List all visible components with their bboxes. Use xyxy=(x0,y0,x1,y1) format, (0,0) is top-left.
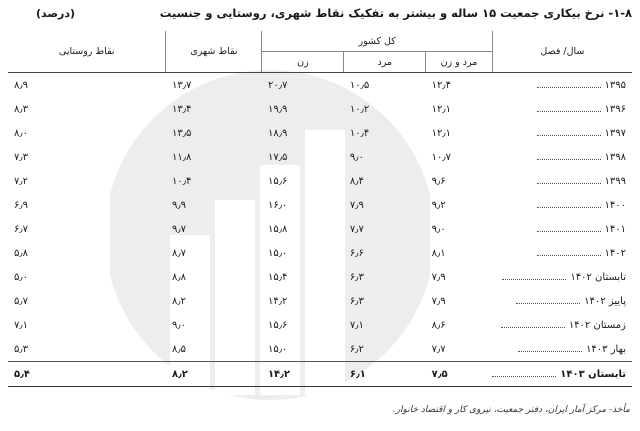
table-row xyxy=(8,145,632,169)
value-male: ۶٫۳ xyxy=(349,271,364,283)
value-urban: ۹٫۰ xyxy=(171,319,186,331)
period-label: ۱۳۹۶ xyxy=(604,104,626,115)
value-male: ۶٫۳ xyxy=(349,295,364,307)
period-label: تابستان ۱۴۰۳ xyxy=(560,369,626,380)
value-urban: ۸٫۸ xyxy=(171,271,186,283)
value-urban: ۱۳٫۴ xyxy=(171,103,192,115)
period-label: ۱۴۰۲ xyxy=(604,248,626,259)
header-urban: نقاط شهری xyxy=(166,31,262,73)
value-total: ۷٫۹ xyxy=(431,295,446,307)
leader-dots xyxy=(537,175,601,184)
period-cell xyxy=(492,193,632,217)
period-cell xyxy=(492,169,632,193)
period-label: ۱۴۰۱ xyxy=(604,224,626,235)
unit-label: (درصد) xyxy=(36,7,76,20)
value-female: ۲۰٫۷ xyxy=(267,79,288,91)
period-cell xyxy=(492,289,632,313)
value-rural: ۷٫۱ xyxy=(14,319,28,331)
value-male: ۱۰٫۴ xyxy=(349,127,370,139)
period-cell xyxy=(492,145,632,169)
leader-dots xyxy=(502,271,566,280)
value-rural: ۸٫۹ xyxy=(14,79,28,91)
period-label: تابستان ۱۴۰۲ xyxy=(570,272,626,283)
header-country: کل کشور xyxy=(262,31,492,52)
value-female: ۱۸٫۹ xyxy=(267,127,288,139)
table-row xyxy=(8,193,632,217)
header-male: مرد xyxy=(344,52,426,73)
value-male: ۱۰٫۲ xyxy=(349,103,370,115)
value-total: ۱۲٫۱ xyxy=(431,103,452,115)
leader-dots xyxy=(537,223,601,232)
period-label: ۱۳۹۷ xyxy=(604,128,626,139)
value-total: ۱۰٫۷ xyxy=(431,151,452,163)
value-urban: ۸٫۲ xyxy=(171,295,186,307)
period-cell xyxy=(492,241,632,265)
value-total: ۹٫۰ xyxy=(431,223,446,235)
table-row xyxy=(8,313,632,337)
period-label: بهار ۱۴۰۳ xyxy=(586,344,626,355)
period-label: پاییز ۱۴۰۲ xyxy=(584,296,626,307)
value-male: ۶٫۱ xyxy=(344,362,426,387)
value-male: ۷٫۷ xyxy=(349,223,364,235)
value-total: ۷٫۷ xyxy=(431,343,446,355)
value-rural: ۵٫۷ xyxy=(14,295,28,307)
value-rural: ۵٫۸ xyxy=(14,247,28,259)
header-female: زن xyxy=(262,52,344,73)
value-male: ۶٫۶ xyxy=(349,247,364,259)
period-cell xyxy=(492,313,632,337)
value-rural: ۶٫۷ xyxy=(14,223,28,235)
value-female: ۱۴٫۲ xyxy=(262,362,344,387)
period-cell xyxy=(492,73,632,98)
table-row xyxy=(8,362,632,387)
value-male: ۶٫۲ xyxy=(349,343,364,355)
leader-dots xyxy=(537,247,601,256)
value-total: ۸٫۱ xyxy=(431,247,446,259)
value-urban: ۱۳٫۷ xyxy=(171,79,192,91)
value-urban: ۱۰٫۴ xyxy=(171,175,192,187)
leader-dots xyxy=(501,319,565,328)
value-urban: ۸٫۷ xyxy=(171,247,186,259)
source-note: مأخذ- مرکز آمار ایران، دفتر جمعیت، نیروی کار و اقتصاد خانوار. xyxy=(392,405,630,415)
table-row xyxy=(8,73,632,98)
value-male: ۱۰٫۵ xyxy=(349,79,370,91)
value-female: ۱۵٫۶ xyxy=(267,175,288,187)
table-row xyxy=(8,241,632,265)
table-row xyxy=(8,337,632,362)
value-total: ۹٫۶ xyxy=(431,175,446,187)
value-urban: ۹٫۹ xyxy=(171,199,186,211)
value-rural: ۵٫۳ xyxy=(14,343,28,355)
value-urban: ۱۳٫۵ xyxy=(171,127,192,139)
table-title: ۱-۸- نرخ بیکاری جمعیت ۱۵ ساله و بیشتر به تفکیک نقاط شهری، روستایی و جنسیت xyxy=(159,6,632,20)
value-male: ۸٫۴ xyxy=(349,175,364,187)
value-male: ۷٫۱ xyxy=(349,319,364,331)
period-cell xyxy=(492,265,632,289)
period-cell xyxy=(492,362,632,387)
value-rural: ۷٫۳ xyxy=(14,151,28,163)
leader-dots xyxy=(537,127,601,136)
leader-dots xyxy=(537,103,601,112)
value-total: ۱۲٫۴ xyxy=(431,79,452,91)
period-label: ۱۳۹۹ xyxy=(604,176,626,187)
period-label: ۱۳۹۸ xyxy=(604,152,626,163)
value-urban: ۸٫۲ xyxy=(166,362,262,387)
value-female: ۱۹٫۹ xyxy=(267,103,288,115)
value-female: ۱۵٫۰ xyxy=(267,247,288,259)
value-female: ۱۴٫۲ xyxy=(267,295,288,307)
leader-dots xyxy=(537,151,601,160)
value-urban: ۱۱٫۸ xyxy=(171,151,192,163)
period-label: ۱۳۹۵ xyxy=(604,80,626,91)
value-rural: ۶٫۹ xyxy=(14,199,28,211)
value-female: ۱۵٫۸ xyxy=(267,223,288,235)
period-cell xyxy=(492,337,632,362)
table-row xyxy=(8,121,632,145)
value-rural: ۵٫۴ xyxy=(8,362,166,387)
leader-dots xyxy=(492,368,556,377)
unemployment-table xyxy=(8,31,632,387)
value-female: ۱۶٫۰ xyxy=(267,199,288,211)
table-row xyxy=(8,289,632,313)
leader-dots xyxy=(537,199,601,208)
table-row xyxy=(8,217,632,241)
value-rural: ۸٫۳ xyxy=(14,103,28,115)
value-female: ۱۵٫۰ xyxy=(267,343,288,355)
value-total: ۸٫۶ xyxy=(431,319,446,331)
value-urban: ۹٫۷ xyxy=(171,223,186,235)
value-urban: ۸٫۵ xyxy=(171,343,186,355)
header-period: سال/ فصل xyxy=(492,31,632,73)
table-row xyxy=(8,265,632,289)
table-row xyxy=(8,169,632,193)
period-cell xyxy=(492,121,632,145)
leader-dots xyxy=(537,79,601,88)
leader-dots xyxy=(516,295,580,304)
value-male: ۷٫۹ xyxy=(349,199,364,211)
value-female: ۱۷٫۵ xyxy=(267,151,288,163)
leader-dots xyxy=(518,343,582,352)
period-cell xyxy=(492,217,632,241)
value-female: ۱۵٫۶ xyxy=(267,319,288,331)
period-label: زمستان ۱۴۰۲ xyxy=(568,320,626,331)
header-rural: نقاط روستایی xyxy=(8,31,166,73)
value-female: ۱۵٫۴ xyxy=(267,271,288,283)
value-total: ۷٫۵ xyxy=(426,362,493,387)
header-total: مرد و زن xyxy=(426,52,493,73)
value-total: ۷٫۹ xyxy=(431,271,446,283)
table-row xyxy=(8,97,632,121)
period-cell xyxy=(492,97,632,121)
period-label: ۱۴۰۰ xyxy=(604,200,626,211)
value-total: ۱۲٫۱ xyxy=(431,127,452,139)
value-rural: ۸٫۰ xyxy=(14,127,28,139)
value-rural: ۷٫۲ xyxy=(14,175,28,187)
value-male: ۹٫۰ xyxy=(349,151,364,163)
value-rural: ۵٫۰ xyxy=(14,271,28,283)
value-total: ۹٫۲ xyxy=(431,199,446,211)
